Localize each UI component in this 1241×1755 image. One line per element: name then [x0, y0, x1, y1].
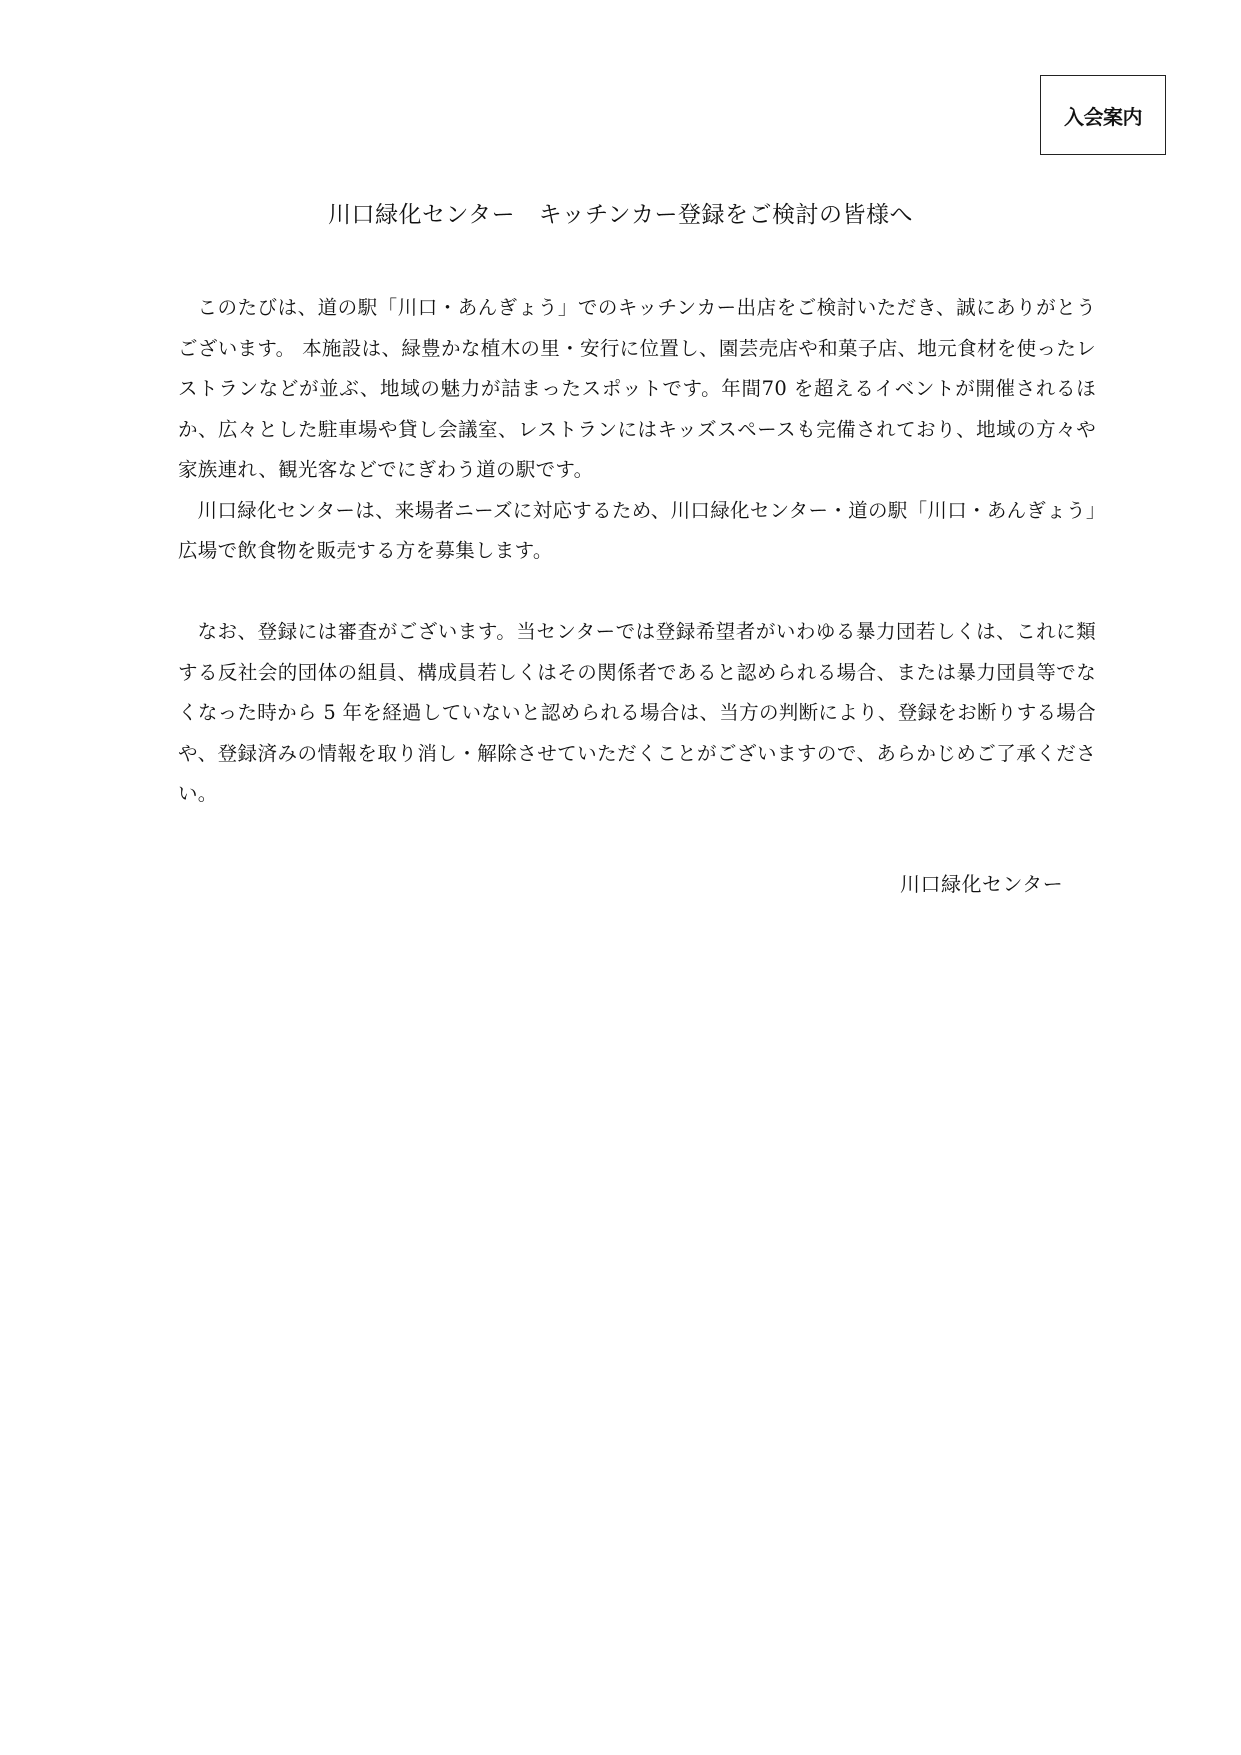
signature: 川口緑化センター	[900, 872, 1064, 896]
membership-info-badge: 入会案内	[1040, 75, 1166, 155]
document-title: 川口緑化センター キッチンカー登録をご検討の皆様へ	[328, 202, 913, 228]
document-body	[178, 288, 1096, 815]
intro-paragraph: このたびは、道の駅「川口・あんぎょう」でのキッチンカー出店をご検討いただき、誠にありがとうございます。 本施設は、緑豊かな植木の里・安行に位置し、園芸売店や和菓子店、地元食材を使ったレストランなどが並ぶ、地域の魅力が詰まったスポットです。年間70 を超えるイベントが開催されるほか、広々とした駐車場や貸し会議室、レストランにはキッズスペースも完備されており、地域の方々や家族連れ、観光客などでにぎわう道の駅です。	[178, 296, 1096, 481]
screening-paragraph: なお、登録には審査がございます。当センターでは登録希望者がいわゆる暴力団若しくは、これに類する反社会的団体の組員、構成員若しくはその関係者であると認められる場合、または暴力団員等でなくなった時から 5 年を経過していないと認められる場合は、当方の判断により、登録をお断りする場合や、登録済みの情報を取り消し・解除させていただくことがございますので、あらかじめご了承ください。	[178, 620, 1096, 805]
recruitment-paragraph: 川口緑化センターは、来場者ニーズに対応するため、川口緑化センター・道の駅「川口・あんぎょう」広場で飲食物を販売する方を募集します。	[178, 498, 1096, 562]
